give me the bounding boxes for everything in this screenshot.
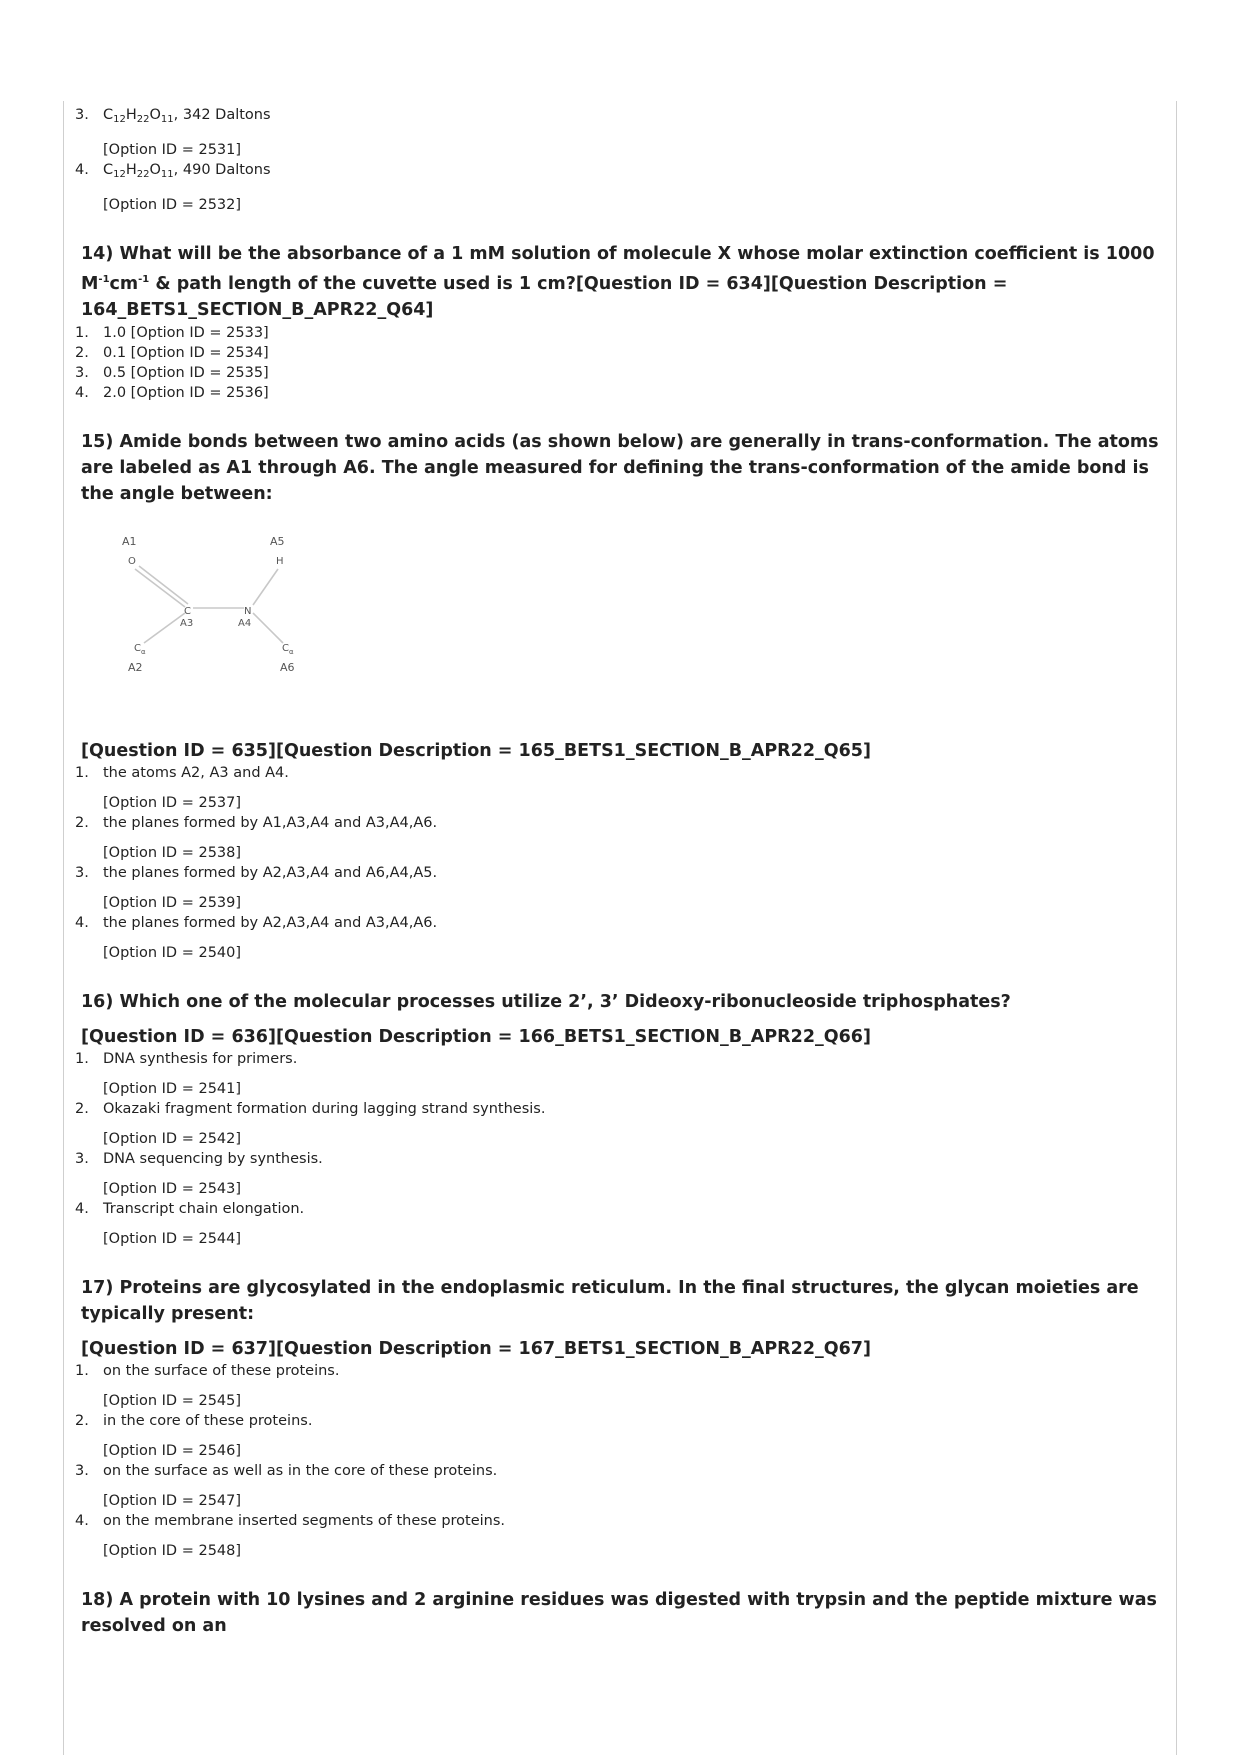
q13-options (75, 105, 1165, 215)
option-1: 1. the atoms A2, A3 and A4. (75, 765, 289, 781)
option-id: [Option ID = 2531] (103, 142, 242, 158)
question-text: 14) What will be the absorbance of a 1 mM solution of molecule X whose molar extinction coefficient is 1000 $M^{-1}cm^{-1}$ & path length of the cuvette used is 1 cm?[Question ID = 634][Question Description = 164_BETS1_SECTION_B_APR22_Q64] (81, 244, 1155, 320)
question-15 (75, 429, 1165, 963)
atom-o: O (128, 556, 136, 567)
option-2: 2. 0.1 [Option ID = 2534] (75, 345, 269, 361)
question-14 (75, 241, 1165, 403)
question-id: [Question ID = 635][Question Description = 165_BETS1_SECTION_B_APR22_Q65] (81, 741, 871, 761)
question-text: 17) Proteins are glycosylated in the endoplasmic reticulum. In the final structures, the glycan moieties are typically present: (81, 1278, 1139, 1324)
label-a4: A4 (238, 618, 252, 629)
option-id: [Option ID = 2542] (103, 1131, 242, 1147)
atom-n: N (244, 606, 252, 617)
question-id: [Question ID = 637][Question Description = 167_BETS1_SECTION_B_APR22_Q67] (81, 1339, 871, 1359)
option-id: [Option ID = 2545] (103, 1393, 242, 1409)
atom-c-alpha-left-sub: α (141, 648, 146, 656)
option-id: [Option ID = 2538] (103, 845, 242, 861)
option-2: 2. in the core of these proteins. (75, 1413, 313, 1429)
option-id: [Option ID = 2540] (103, 945, 242, 961)
option-4: 4. $C_{12}H_{22}O_{11}$, 490 Daltons (75, 162, 271, 180)
atom-c-alpha-right-sub: α (289, 648, 294, 656)
n-calpha-bond (253, 613, 283, 643)
label-a3: A3 (180, 618, 194, 629)
option-1: 1. 1.0 [Option ID = 2533] (75, 325, 269, 341)
question-text: 18) A protein with 10 lysines and 2 arginine residues was digested with trypsin and the peptide mixture was resolved on an (81, 1590, 1157, 1636)
label-a5: A5 (270, 535, 285, 548)
option-2: 2. the planes formed by A1,A3,A4 and A3,A4,A6. (75, 815, 438, 831)
option-4: 4. the planes formed by A2,A3,A4 and A3,A4,A6. (75, 915, 438, 931)
option-4: 4. on the membrane inserted segments of these proteins. (75, 1513, 506, 1529)
question-text: 15) Amide bonds between two amino acids (as shown below) are generally in trans-conformation. The atoms are labeled as A1 through A6. The angle measured for defining the trans-conformation of the amide bond is the angle between: (81, 432, 1159, 504)
n-h-bond (253, 569, 278, 605)
option-id: [Option ID = 2547] (103, 1493, 242, 1509)
amide-bond-svg (108, 533, 308, 683)
option-3: 3. DNA sequencing by synthesis. (75, 1151, 323, 1167)
option-3: 3. the planes formed by A2,A3,A4 and A6,A4,A5. (75, 865, 438, 881)
option-id: [Option ID = 2541] (103, 1081, 242, 1097)
label-a6: A6 (280, 661, 295, 674)
question-16 (75, 989, 1165, 1249)
question-paper (75, 105, 1165, 1639)
atom-c-alpha-right: C (282, 643, 289, 654)
option-3: 3. 0.5 [Option ID = 2535] (75, 365, 269, 381)
label-a1: A1 (122, 535, 137, 548)
atom-h: H (276, 556, 284, 567)
question-17 (75, 1275, 1165, 1561)
question-id: [Question ID = 636][Question Description = 166_BETS1_SECTION_B_APR22_Q66] (81, 1027, 871, 1047)
double-bond-1 (135, 569, 185, 607)
option-1: 1. on the surface of these proteins. (75, 1363, 340, 1379)
option-3: 3. on the surface as well as in the core of these proteins. (75, 1463, 498, 1479)
option-id: [Option ID = 2537] (103, 795, 242, 811)
atom-c-alpha-left: C (134, 643, 141, 654)
c-calpha-bond (144, 613, 185, 643)
option-id: [Option ID = 2532] (103, 197, 242, 213)
option-id: [Option ID = 2548] (103, 1543, 242, 1559)
atom-c: C (184, 606, 191, 617)
option-id: [Option ID = 2546] (103, 1443, 242, 1459)
amide-bond-diagram (108, 533, 1165, 687)
option-id: [Option ID = 2543] (103, 1181, 242, 1197)
option-id: [Option ID = 2544] (103, 1231, 242, 1247)
question-text: 16) Which one of the molecular processes utilize 2’, 3’ Dideoxy-ribonucleoside triphosphates? (81, 992, 1011, 1012)
double-bond-2 (139, 566, 188, 604)
option-4: 4. Transcript chain elongation. (75, 1201, 305, 1217)
option-4: 4. 2.0 [Option ID = 2536] (75, 385, 269, 401)
option-1: 1. DNA synthesis for primers. (75, 1051, 298, 1067)
option-id: [Option ID = 2539] (103, 895, 242, 911)
option-3: 3. $C_{12}H_{22}O_{11}$, 342 Daltons (75, 107, 271, 125)
question-18 (75, 1587, 1165, 1639)
option-2: 2. Okazaki fragment formation during lagging strand synthesis. (75, 1101, 546, 1117)
label-a2: A2 (128, 661, 143, 674)
